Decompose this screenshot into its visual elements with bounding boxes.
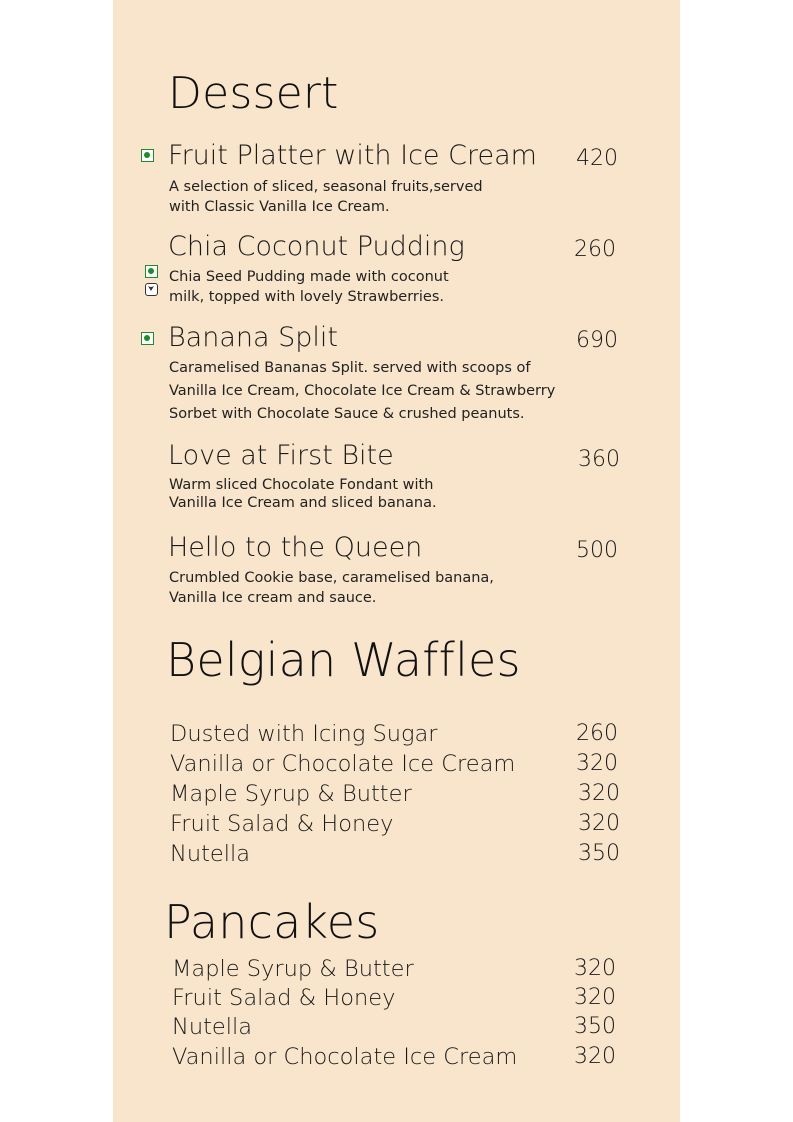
menu-item-name: Maple Syrup & Butter	[170, 781, 412, 807]
menu-item-description: Vanilla Ice Cream, Chocolate Ice Cream & Strawberry	[169, 383, 556, 399]
menu-item-description: Warm sliced Chocolate Fondant with	[169, 477, 434, 493]
menu-item-price: 260	[576, 721, 618, 746]
menu-item-name: Fruit Platter with Ice Cream	[168, 140, 537, 171]
menu-item-name: Banana Split	[168, 322, 338, 353]
menu-item-name: Love at First Bite	[168, 440, 394, 471]
menu-item-description: Chia Seed Pudding made with coconut	[169, 269, 449, 285]
menu-item-name: Vanilla or Chocolate Ice Cream	[170, 751, 516, 777]
menu-item-name: Fruit Salad & Honey	[172, 985, 396, 1011]
menu-item-name: Vanilla or Chocolate Ice Cream	[172, 1044, 518, 1070]
menu-item-price: 320	[574, 956, 616, 981]
menu-item-name: Chia Coconut Pudding	[168, 231, 465, 262]
menu-item-name: Hello to the Queen	[168, 532, 423, 563]
menu-item-price: 320	[574, 985, 616, 1010]
menu-item-name: Nutella	[172, 1014, 253, 1040]
section-title-pancakes: Pancakes	[164, 895, 380, 949]
menu-item-price: 260	[574, 237, 616, 262]
menu-item-description: Crumbled Cookie base, caramelised banana,	[169, 570, 494, 586]
section-title-dessert: Dessert	[168, 68, 339, 119]
menu-item-name: Dusted with Icing Sugar	[170, 721, 438, 747]
menu-item-description: with Classic Vanilla Ice Cream.	[169, 199, 390, 215]
menu-item-description: milk, topped with lovely Strawberries.	[169, 289, 444, 305]
menu-item-price: 500	[576, 538, 618, 563]
menu-item-price: 350	[574, 1014, 616, 1039]
menu-item-description: Sorbet with Chocolate Sauce & crushed peanuts.	[169, 406, 525, 422]
menu-item-price: 360	[578, 447, 620, 472]
menu-item-price: 320	[578, 811, 620, 836]
menu-item-price: 320	[576, 751, 618, 776]
menu-item-name: Maple Syrup & Butter	[172, 956, 414, 982]
menu-item-description: A selection of sliced, seasonal fruits,served	[169, 179, 483, 195]
menu-item-description: Caramelised Bananas Split. served with scoops of	[169, 360, 531, 376]
menu-item-price: 420	[576, 146, 618, 171]
veg-mark-icon	[141, 332, 154, 345]
veg-mark-icon	[141, 149, 154, 162]
menu-item-name: Nutella	[170, 841, 251, 867]
menu-item-price: 320	[578, 781, 620, 806]
section-title-waffles: Belgian Waffles	[166, 633, 521, 687]
menu-item-price: 350	[578, 841, 620, 866]
vegan-leaf-icon	[145, 283, 158, 296]
veg-mark-icon	[145, 265, 158, 278]
menu-item-name: Fruit Salad & Honey	[170, 811, 394, 837]
menu-item-price: 690	[576, 328, 618, 353]
menu-item-description: Vanilla Ice cream and sauce.	[169, 590, 377, 606]
menu-item-description: Vanilla Ice Cream and sliced banana.	[169, 495, 437, 511]
menu-item-price: 320	[574, 1044, 616, 1069]
